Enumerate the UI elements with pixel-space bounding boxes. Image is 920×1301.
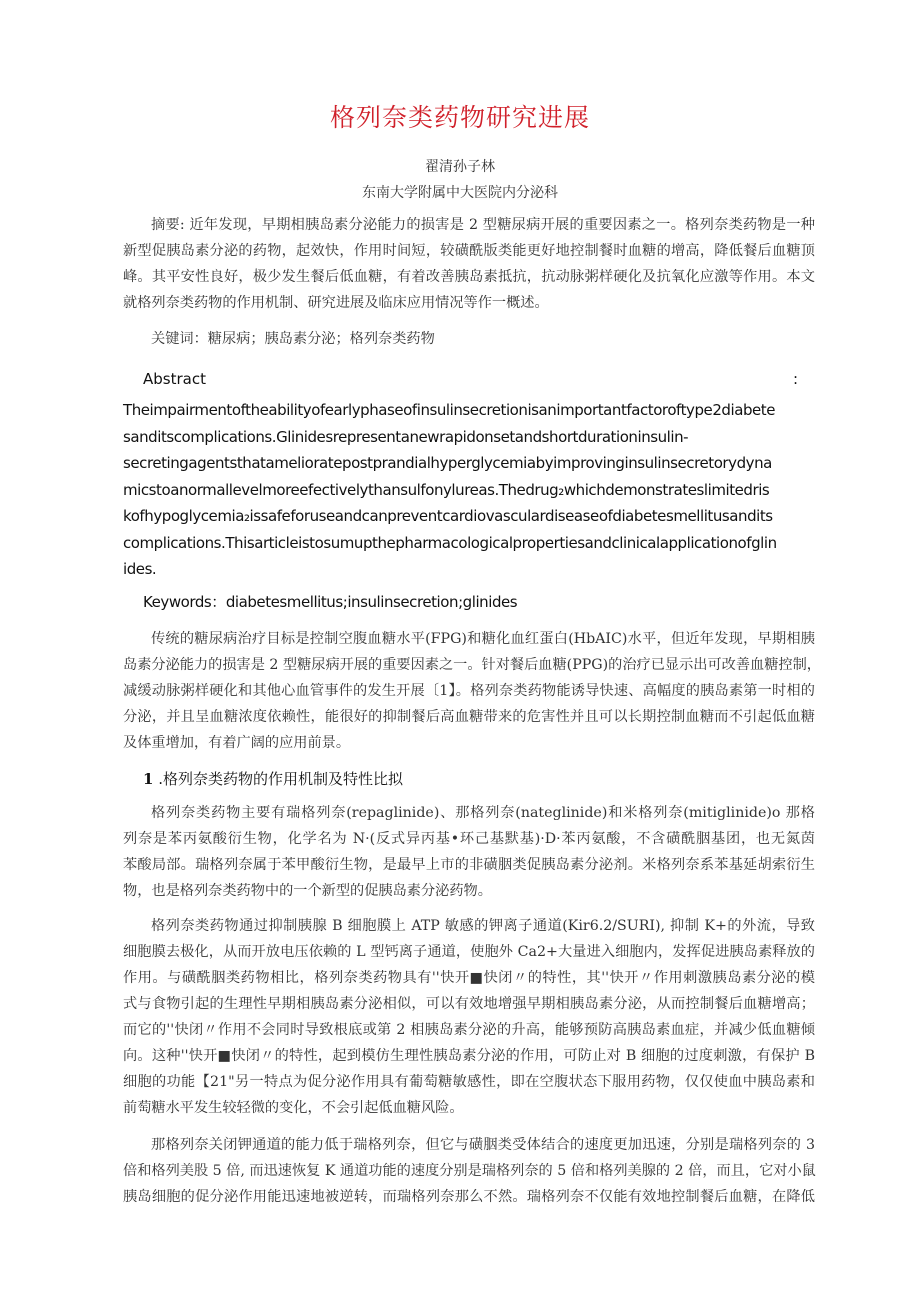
section1-paragraph-1 [123, 800, 815, 904]
abstract-cn [123, 212, 815, 316]
abstract-en-line: kofhypoglycemia₂issafeforuseandcanpreventcardiovasculardiseaseofdiabetesmellitusandits [123, 507, 773, 525]
section1-paragraph-2 [123, 913, 815, 1121]
paragraph-line: 及体重增加，有着广阔的应用前景。 [123, 735, 351, 751]
paragraph-line: 那格列奈关闭钾通道的能力低于瑞格列奈，但它与磺胭类受体结合的速度更加迅速，分别是瑞格列奈的 3 [151, 1137, 815, 1153]
paragraph-intro [123, 626, 821, 756]
abstract-en-line: micstoanormallevelmoreefectivelythansulfonylureas.Thedrug₂whichdemonstrateslimitedris [123, 480, 770, 499]
paragraph-line: 作用。与磺酰胭类药物相比，格列奈类药物具有''快开■快闭〃的特性，其''快开〃作用刺激胰岛素分泌的模 [123, 970, 815, 986]
keywords-cn [123, 326, 815, 352]
paragraph-line: 苯酸局部。瑞格列奈属于苯甲酸衍生物，是最早上市的非磺胭类促胰岛素分泌剂。米格列奈系苯基延胡索衍生 [123, 857, 815, 873]
paragraph-line: 式与食物引起的生理性早期相胰岛素分泌相似，可以有效地增强早期相胰岛素分泌，从而控制餐后血糖增高； [123, 996, 815, 1012]
paragraph-line: 格列奈类药物通过抑制胰腺 B 细胞膜上 ATP 敏感的钾离子通道(Kir6.2/SURI), 抑制 K+的外流，导致 [151, 918, 815, 934]
abstract-en-line: ides. [123, 560, 157, 578]
paragraph-line: 胰岛细胞的促分泌作用能迅速地被逆转，而瑞格列奈那么不然。瑞格列奈不仅能有效地控制餐后血糖，在降低 [123, 1189, 815, 1205]
paragraph-line: 格列奈类药物主要有瑞格列奈(repaglinide)、那格列奈(nateglinide)和米格列奈(mitiglinide)o 那格 [151, 805, 815, 821]
paragraph-line: 岛素分泌能力的损害是 2 型糖尿病开展的重要因素之一。针对餐后血糖(PPG)的治疗已显示出可改善血糖控制， [123, 657, 821, 673]
section-number: 1 [143, 770, 154, 788]
document-title: 格列奈类药物研究进展 [329, 103, 590, 132]
abstract-en-colon: : [793, 370, 799, 388]
abstract-en [123, 397, 815, 583]
abstract-en-line: secretingagentsthatamelioratepostprandialhyperglycemiabyimprovinginsulinsecretorydyna [123, 454, 772, 472]
abstract-cn-line: 峰。其平安性良好，极少发生餐后低血糖，有着改善胰岛素抵抗，抗动脉粥样硬化及抗氧化应激等作用。本文 [123, 269, 815, 285]
abstract-en-line: complications.Thisarticleistosumupthepharmacologicalpropertiesandclinicalapplicationofglin [123, 533, 777, 552]
paragraph-line: 倍和格列美股 5 倍, 而迅速恢复 K 通道功能的速度分别是瑞格列奈的 5 倍和格列美腺的 2 倍，而且，它对小鼠 [123, 1163, 816, 1179]
section-title: .格列奈类药物的作用机制及特性比拟 [158, 770, 403, 788]
paragraph-line: 细胞的功能【21"另一特点为促分泌作用具有葡萄糖敏感性，即在空腹状态下服用药物，仅仅使血中胰岛素和 [123, 1074, 815, 1090]
keywords-en-text: Keywords：diabetesmellitus;insulinsecretion;glinides [143, 593, 518, 611]
abstract-cn-line: 新型促胰岛素分泌的药物，起效快，作用时间短，较磺酰版类能更好地控制餐时血糖的增高，降低餐后血糖顶 [123, 243, 815, 259]
abstract-en-label: Abstract [143, 370, 206, 388]
abstract-cn-line: 就格列奈类药物的作用机制、研究进展及临床应用情况等作一概述。 [123, 295, 549, 311]
affiliation: 东南大学附属中大医院内分泌科 [362, 185, 558, 201]
paragraph-line: 细胞膜去极化，从而开放电压依赖的 L 型钙离子通道，使胞外 Ca2+大量进入细胞内，发挥促进胰岛素释放的 [123, 944, 815, 960]
paragraph-line: 列奈是苯丙氨酸衍生物，化学名为 N·(反式异丙基•环己基默基)·D·苯丙氨酸，不含磺酰胭基团，也无氮茵 [123, 831, 815, 847]
section-heading [143, 768, 835, 789]
abstract-en-line: Theimpairmentoftheabilityofearlyphaseofinsulinsecretionisanimportantfactoroftype2diabete [123, 401, 776, 419]
paragraph-line: 向。这种''快开■快闭〃的特性，起到模仿生理性胰岛素分泌的作用，可防止对 B 细胞的过度刺激，有保护 B [123, 1048, 815, 1064]
paragraph-line: 分泌，并且呈血糖浓度依赖性，能很好的抑制餐后高血糖带来的危害性并且可以长期控制血糖而不引起低血糖 [123, 709, 815, 725]
paragraph-line: 而它的''快闭〃作用不会同时导致根底或第 2 相胰岛素分泌的升高，能够预防高胰岛素血症，并减少低血糖倾 [123, 1022, 815, 1038]
authors: 翟清孙子林 [425, 159, 495, 175]
section1-paragraph-3 [123, 1132, 815, 1210]
keywords-en [123, 589, 815, 616]
paragraph-line: 物，也是格列奈类药物中的一个新型的促胰岛素分泌药物。 [123, 883, 492, 899]
abstract-cn-line: 摘要: 近年发现，早期相胰岛素分泌能力的损害是 2 型糖尿病开展的重要因素之一。格列奈类药物是一种 [151, 217, 815, 233]
abstract-en-line: sanditscomplications.Glinidesrepresentanewrapidonsetandshortdurationinsulin- [123, 427, 689, 446]
paragraph-line: 减缓动脉粥样硬化和其他心血管事件的发生开展〔1】。格列奈类药物能诱导快速、高幅度的胰岛素第一时相的 [123, 683, 815, 699]
paragraph-line: 前萄糖水平发生较轻微的变化，不会引起低血糖风险。 [123, 1100, 464, 1116]
keywords-cn-text: 关键词：糖尿病；胰岛素分泌；格列奈类药物 [151, 331, 435, 347]
paragraph-line: 传统的糖尿病治疗目标是控制空腹血糖水平(FPG)和糖化血红蛋白(HbAIC)水平，但近年发现，早期相胰 [151, 631, 815, 647]
